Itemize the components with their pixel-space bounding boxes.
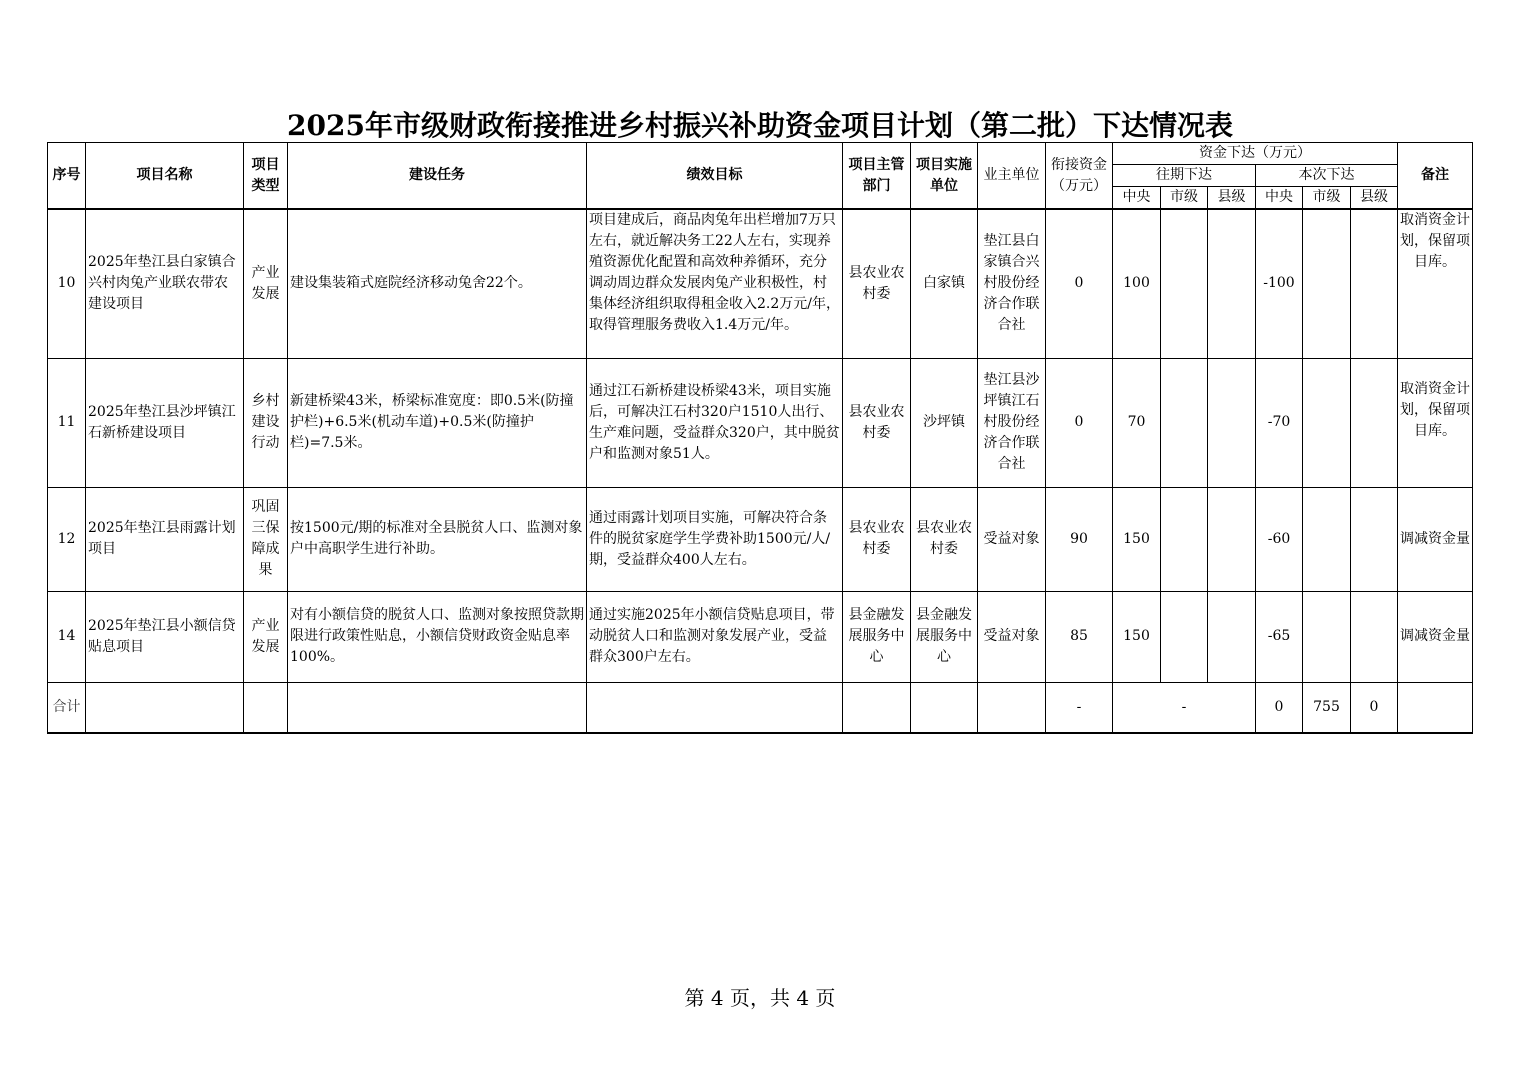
row-cur-county <box>1351 487 1398 591</box>
row-cur-county <box>1351 209 1398 358</box>
row-goal: 通过雨露计划项目实施，可解决符合条件的脱贫家庭学生学费补助1500元/人/期，受益群众400人左右。 <box>587 487 843 591</box>
row-impl: 沙坪镇 <box>911 358 978 487</box>
header-alloc: 资金下达（万元） <box>1113 143 1398 165</box>
project-table <box>47 142 1473 734</box>
row-cur-city <box>1303 591 1351 682</box>
row-seq: 10 <box>48 209 86 358</box>
total-empty-remark <box>1398 682 1473 733</box>
header-past-city: 市级 <box>1161 187 1208 210</box>
row-past-central: 150 <box>1113 487 1161 591</box>
row-remark: 取消资金计划，保留项目库。 <box>1398 209 1473 358</box>
total-empty-owner <box>978 682 1046 733</box>
row-owner: 受益对象 <box>978 487 1046 591</box>
row-dept: 县农业农村委 <box>843 487 911 591</box>
row-past-city <box>1161 487 1208 591</box>
row-impl: 白家镇 <box>911 209 978 358</box>
row-past-county <box>1208 487 1256 591</box>
row-remark: 取消资金计划，保留项目库。 <box>1398 358 1473 487</box>
row-cur-city <box>1303 209 1351 358</box>
row-past-city <box>1161 358 1208 487</box>
row-past-county <box>1208 209 1256 358</box>
row-cur-city <box>1303 487 1351 591</box>
row-past-city <box>1161 591 1208 682</box>
total-empty-task <box>288 682 587 733</box>
row-name: 2025年垫江县白家镇合兴村肉兔产业联农带农建设项目 <box>86 209 244 358</box>
row-owner: 受益对象 <box>978 591 1046 682</box>
table-row <box>48 591 1473 682</box>
row-funds: 0 <box>1046 358 1113 487</box>
header-dept: 项目主管部门 <box>843 143 911 210</box>
table-row <box>48 358 1473 487</box>
row-type: 产业发展 <box>244 591 288 682</box>
total-empty-impl <box>911 682 978 733</box>
total-funds: - <box>1046 682 1113 733</box>
row-seq: 11 <box>48 358 86 487</box>
row-impl: 县农业农村委 <box>911 487 978 591</box>
row-goal: 通过实施2025年小额信贷贴息项目，带动脱贫人口和监测对象发展产业，受益群众300户左右。 <box>587 591 843 682</box>
total-empty-goal <box>587 682 843 733</box>
row-goal: 通过江石新桥建设桥梁43米，项目实施后，可解决江石村320户1510人出行、生产难问题，受益群众320户，其中脱贫户和监测对象51人。 <box>587 358 843 487</box>
header-type: 项目类型 <box>244 143 288 210</box>
header-remark: 备注 <box>1398 143 1473 210</box>
row-cur-central: -60 <box>1256 487 1303 591</box>
header-impl: 项目实施单位 <box>911 143 978 210</box>
row-cur-county <box>1351 358 1398 487</box>
row-past-county <box>1208 358 1256 487</box>
row-type: 产业发展 <box>244 209 288 358</box>
row-funds: 90 <box>1046 487 1113 591</box>
row-type: 巩固三保障成果 <box>244 487 288 591</box>
row-past-central: 150 <box>1113 591 1161 682</box>
row-impl: 县金融发展服务中心 <box>911 591 978 682</box>
total-cur-city: 755 <box>1303 682 1351 733</box>
row-task: 按1500元/期的标准对全县脱贫人口、监测对象户中高职学生进行补助。 <box>288 487 587 591</box>
row-type: 乡村建设行动 <box>244 358 288 487</box>
header-task: 建设任务 <box>288 143 587 210</box>
total-empty-dept <box>843 682 911 733</box>
header-name: 项目名称 <box>86 143 244 210</box>
row-task: 新建桥梁43米，桥梁标准宽度：即0.5米(防撞护栏)+6.5米(机动车道)+0.5米(防撞护栏)=7.5米。 <box>288 358 587 487</box>
header-current: 本次下达 <box>1256 165 1398 187</box>
row-dept: 县农业农村委 <box>843 358 911 487</box>
row-dept: 县金融发展服务中心 <box>843 591 911 682</box>
row-funds: 85 <box>1046 591 1113 682</box>
header-past-central: 中央 <box>1113 187 1161 210</box>
page-title: 2025年市级财政衔接推进乡村振兴补助资金项目计划（第二批）下达情况表 <box>287 109 1233 142</box>
row-name: 2025年垫江县小额信贷贴息项目 <box>86 591 244 682</box>
total-cur-county: 0 <box>1351 682 1398 733</box>
total-label: 合计 <box>48 682 86 733</box>
row-name: 2025年垫江县沙坪镇江石新桥建设项目 <box>86 358 244 487</box>
row-past-central: 70 <box>1113 358 1161 487</box>
row-funds: 0 <box>1046 209 1113 358</box>
row-name: 2025年垫江县雨露计划项目 <box>86 487 244 591</box>
header-past: 往期下达 <box>1113 165 1256 187</box>
header-cur-county: 县级 <box>1351 187 1398 210</box>
row-seq: 12 <box>48 487 86 591</box>
row-cur-city <box>1303 358 1351 487</box>
header-owner: 业主单位 <box>978 143 1046 210</box>
total-past: - <box>1113 682 1256 733</box>
row-cur-central: -100 <box>1256 209 1303 358</box>
row-past-county <box>1208 591 1256 682</box>
header-cur-city: 市级 <box>1303 187 1351 210</box>
table-row <box>48 209 1473 358</box>
row-goal: 项目建成后，商品肉兔年出栏增加7万只左右，就近解决务工22人左右，实现养殖资源优化配置和高效种养循环，充分调动周边群众发展肉兔产业积极性，村集体经济组织取得租金收入2.2万元/年，取得管理服务费收入1.4万元/年。 <box>587 209 843 358</box>
header-cur-central: 中央 <box>1256 187 1303 210</box>
row-past-central: 100 <box>1113 209 1161 358</box>
row-owner: 垫江县白家镇合兴村股份经济合作联合社 <box>978 209 1046 358</box>
total-row <box>48 682 1473 733</box>
header-goal: 绩效目标 <box>587 143 843 210</box>
row-dept: 县农业农村委 <box>843 209 911 358</box>
header-seq: 序号 <box>48 143 86 210</box>
row-cur-central: -65 <box>1256 591 1303 682</box>
row-remark: 调减资金量 <box>1398 591 1473 682</box>
row-past-city <box>1161 209 1208 358</box>
table-row <box>48 487 1473 591</box>
row-cur-central: -70 <box>1256 358 1303 487</box>
header-funds: 衔接资金（万元） <box>1046 143 1113 210</box>
page-footer: 第 4 页，共 4 页 <box>684 986 836 1010</box>
row-task: 对有小额信贷的脱贫人口、监测对象按照贷款期限进行政策性贴息，小额信贷财政资金贴息率100%。 <box>288 591 587 682</box>
row-task: 建设集装箱式庭院经济移动兔舍22个。 <box>288 209 587 358</box>
row-seq: 14 <box>48 591 86 682</box>
total-cur-central: 0 <box>1256 682 1303 733</box>
header-past-county: 县级 <box>1208 187 1256 210</box>
total-empty-name <box>86 682 244 733</box>
total-empty-type <box>244 682 288 733</box>
row-cur-county <box>1351 591 1398 682</box>
row-remark: 调减资金量 <box>1398 487 1473 591</box>
row-owner: 垫江县沙坪镇江石村股份经济合作联合社 <box>978 358 1046 487</box>
